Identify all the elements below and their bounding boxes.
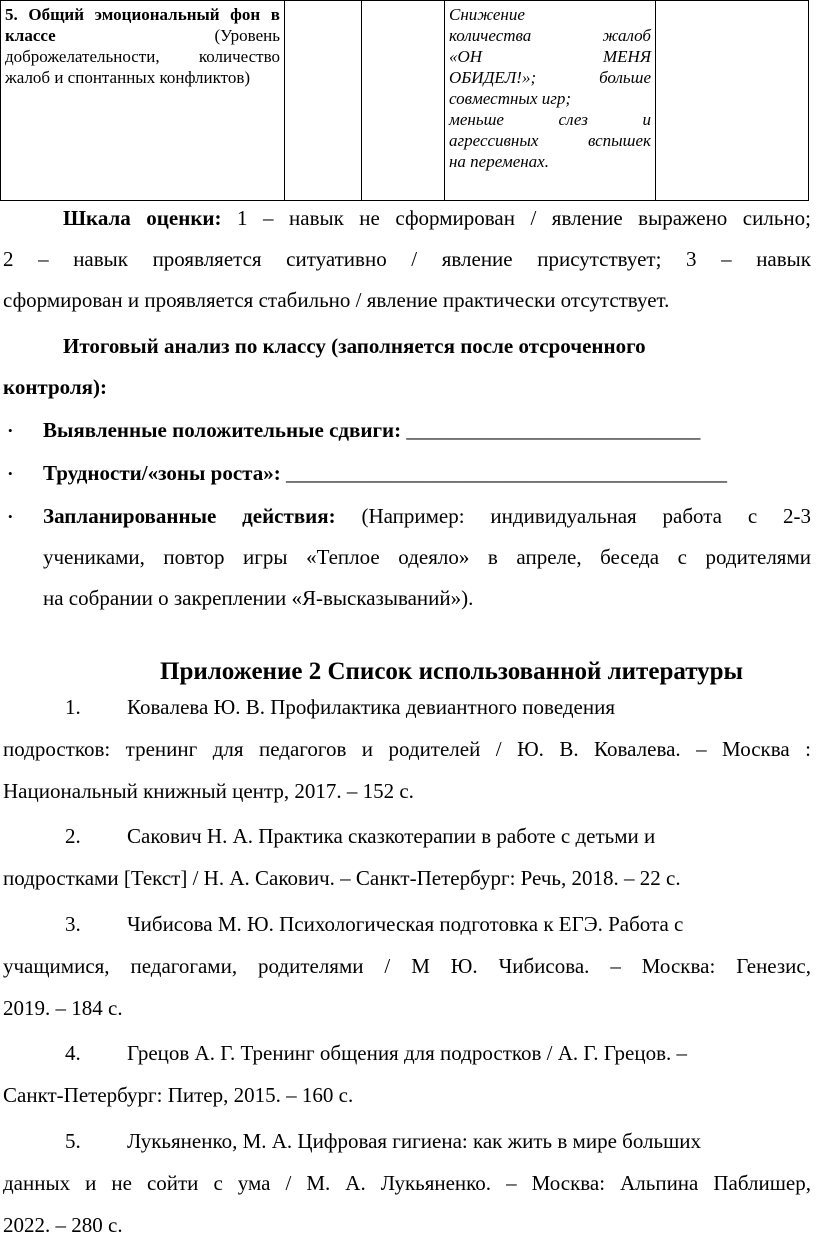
- scale-line: сформирован и проявляется стабильно / явление практически отсутствует.: [3, 288, 670, 312]
- empty-cell: [285, 1, 362, 201]
- appendix-title: Приложение 2 Список использованной литературы: [160, 658, 744, 685]
- reference-number: 3.: [65, 912, 81, 936]
- indicator-line: на переменах.: [449, 152, 549, 171]
- reference-item: [3, 1032, 811, 1116]
- criterion-description: (Уровень доброжелательности, количество жалоб и спонтанных конфликтов): [5, 26, 280, 87]
- empty-cell: [362, 1, 445, 201]
- scale-label: Шкала оценки:: [63, 206, 222, 230]
- bullet-icon: •: [8, 509, 13, 524]
- reference-text: Грецов А. Г. Тренинг общения для подростков / А. Г. Грецов. –: [127, 1041, 687, 1065]
- reference-text: Чибисова М. Ю. Психологическая подготовка к ЕГЭ. Работа с: [127, 912, 684, 936]
- scale-line: 2 – навык проявляется ситуативно / явление присутствует; 3 – навык: [3, 247, 811, 271]
- bullet-icon: •: [8, 466, 13, 481]
- reference-text: подростков: тренинг для педагогов и родителей / Ю. В. Ковалева. – Москва :: [3, 737, 811, 761]
- reference-text: Санкт-Петербург: Питер, 2015. – 160 с.: [3, 1083, 354, 1107]
- reference-text: Ковалева Ю. В. Профилактика девиантного поведения: [127, 695, 616, 719]
- reference-number: 5.: [65, 1129, 81, 1153]
- indicator-line: агрессивных вспышек: [449, 131, 651, 150]
- criterion-title: 5. Общий эмоциональный фон в классе: [5, 5, 280, 45]
- rating-scale-paragraph: [3, 198, 811, 321]
- indicator-line: «ОН МЕНЯ: [449, 47, 651, 66]
- indicator-line: Снижение: [449, 5, 525, 24]
- table-row: [1, 1, 809, 201]
- empty-cell: [656, 1, 809, 201]
- reference-number: 1.: [65, 695, 81, 719]
- reference-text: 2022. – 280 с.: [3, 1213, 123, 1237]
- blank-line: __________________________________________: [280, 461, 727, 485]
- indicator-line: совместных игр;: [449, 89, 572, 108]
- reference-item: [3, 686, 811, 812]
- reference-text: подростками [Текст] / Н. А. Сакович. – Санкт-Петербург: Речь, 2018. – 22 с.: [3, 866, 681, 890]
- criteria-table: [0, 0, 809, 201]
- reference-text: Лукьяненко, М. А. Цифровая гигиена: как жить в мире больших: [127, 1129, 702, 1153]
- reference-item: [3, 1120, 811, 1246]
- scale-line: Шкала оценки: 1 – навык не сформирован / явление выражено сильно;: [63, 206, 811, 230]
- list-item: • Выявленные положительные сдвиги: ____________________________: [0, 410, 816, 451]
- reference-text: 2019. – 184 с.: [3, 996, 123, 1020]
- summary-heading: Итоговый анализ по классу (заполняется после отсроченного контроля):: [3, 334, 646, 399]
- reference-text: данных и не сойти с ума / М. А. Лукьяненко. – Москва: Альпина Паблишер,: [3, 1171, 811, 1195]
- reference-text: учащимися, педагогами, родителями / М Ю. Чибисова. – Москва: Генезис,: [3, 954, 811, 978]
- indicator-line: меньше слез и: [449, 110, 651, 129]
- reference-number: 4.: [65, 1041, 81, 1065]
- reference-number: 2.: [65, 824, 81, 848]
- reference-item: [3, 815, 811, 899]
- indicator-line: ОБИДЕЛ!»; больше: [449, 68, 651, 87]
- list-item: • Трудности/«зоны роста»: __________________________________________: [0, 453, 816, 494]
- reference-text: Национальный книжный центр, 2017. – 152 с.: [3, 779, 414, 803]
- bullet-icon: •: [8, 423, 13, 438]
- criterion-cell: [1, 1, 285, 201]
- blank-line: ____________________________: [401, 418, 701, 442]
- reference-item: [3, 903, 811, 1029]
- reference-text: Сакович Н. А. Практика сказкотерапии в работе с детьми и: [127, 824, 656, 848]
- indicator-cell: [445, 1, 656, 201]
- indicator-line: количества жалоб: [449, 26, 651, 45]
